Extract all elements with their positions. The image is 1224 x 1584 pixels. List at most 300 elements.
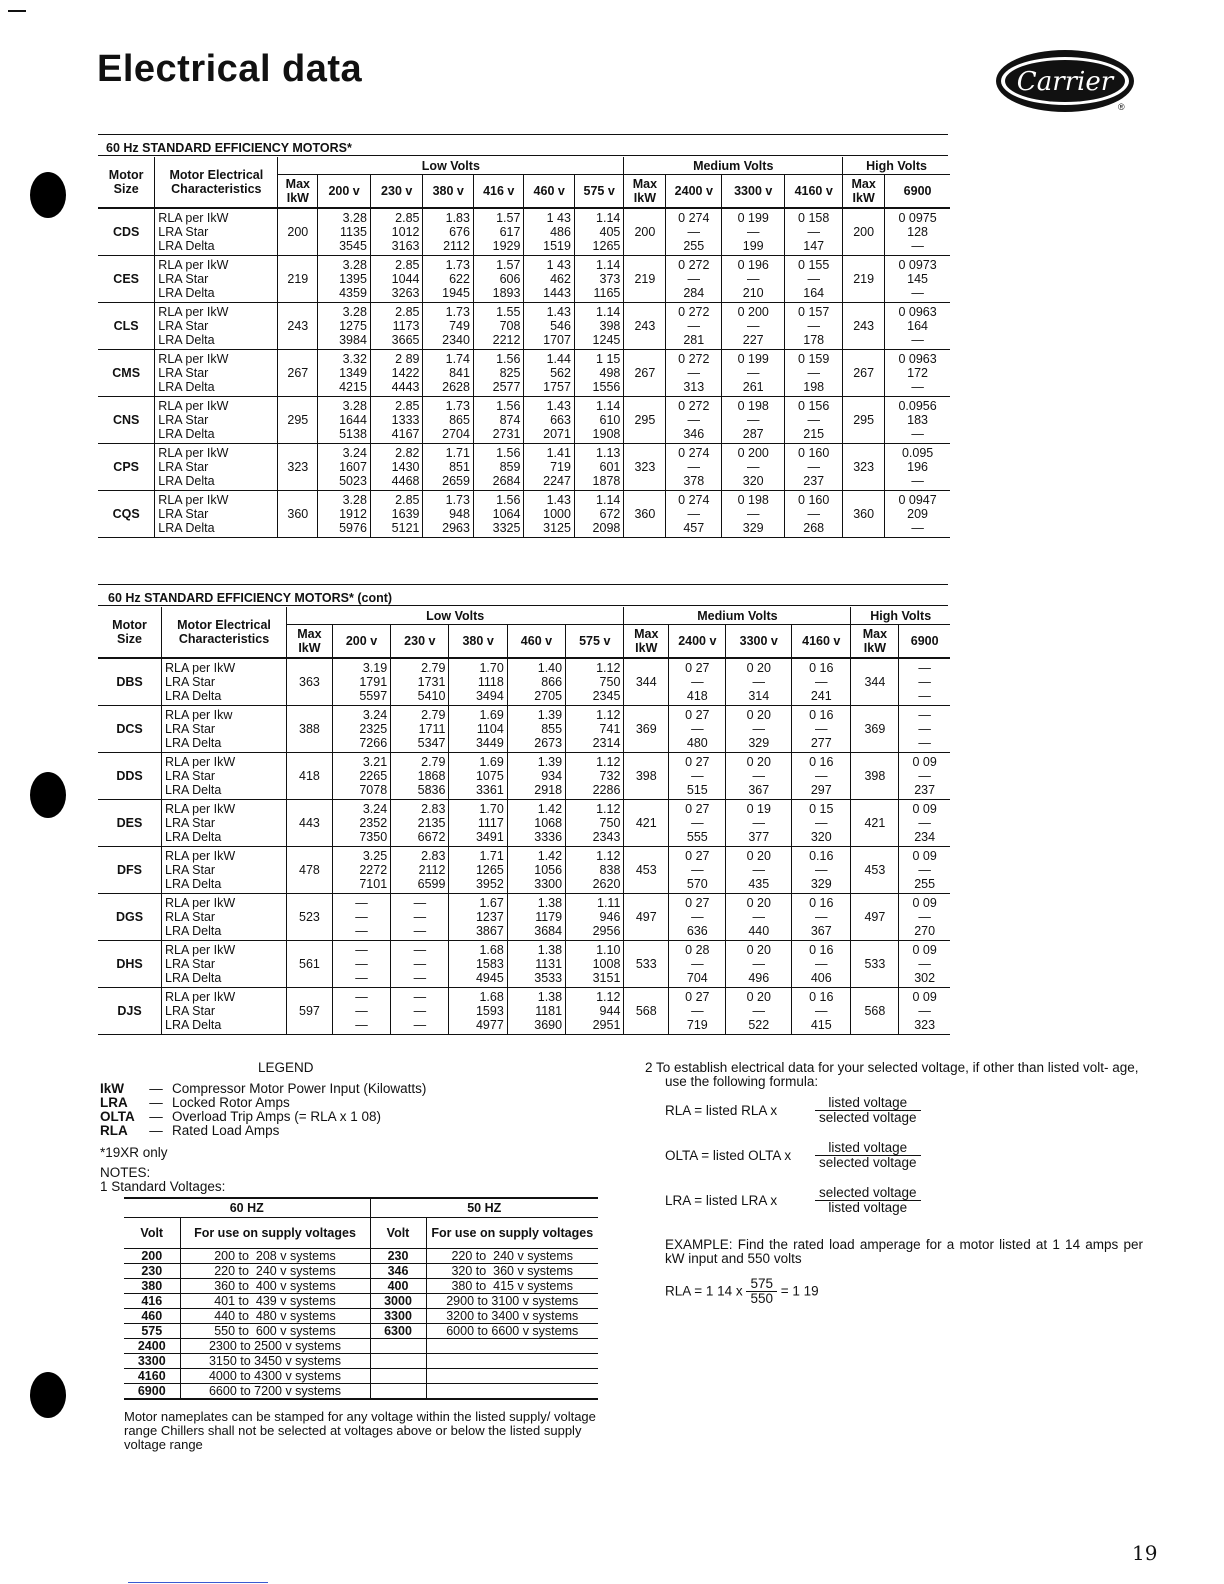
cell-value: 2628 bbox=[442, 379, 470, 394]
low-volt-cell bbox=[318, 443, 371, 490]
characteristic-label: LRA Delta bbox=[158, 238, 215, 253]
low-volt-cell bbox=[574, 490, 623, 537]
cell-value: 1.12 bbox=[596, 848, 621, 863]
cell-value: 302 bbox=[914, 970, 936, 985]
cell-value: 1008 bbox=[592, 956, 621, 971]
use-60: 2300 to 2500 v systems bbox=[180, 1339, 370, 1354]
cell-value: — bbox=[752, 815, 766, 830]
cell-value: — bbox=[691, 768, 704, 783]
cell-value: 1.67 bbox=[479, 895, 504, 910]
cell-value: — bbox=[691, 956, 704, 971]
max-ikw-medium: 497 bbox=[624, 893, 669, 940]
characteristic-label: RLA per IkW bbox=[165, 989, 236, 1004]
medium-volt-cell bbox=[722, 396, 785, 443]
low-volt-cell bbox=[391, 658, 449, 705]
cell-value: 2098 bbox=[592, 520, 621, 535]
high-volt-cell bbox=[899, 799, 950, 846]
medium-volt-cell bbox=[785, 302, 843, 349]
table-row bbox=[124, 1384, 598, 1400]
table1-container bbox=[98, 157, 950, 538]
characteristic-label: LRA Delta bbox=[158, 520, 215, 535]
cell-value: — bbox=[687, 459, 701, 474]
characteristic-label: RLA per IkW bbox=[158, 398, 229, 413]
cell-value: 1583 bbox=[475, 956, 504, 971]
max-ikw-high: 295 bbox=[843, 396, 885, 443]
characteristic-label: RLA per IkW bbox=[165, 895, 236, 910]
motor-size: CLS bbox=[98, 302, 155, 349]
low-volt-cell bbox=[423, 490, 473, 537]
cell-value: 1878 bbox=[592, 473, 621, 488]
cell-value: 3684 bbox=[534, 923, 563, 938]
cell-value: 1868 bbox=[417, 768, 446, 783]
cell-value: 329 bbox=[810, 876, 832, 891]
cell-value: 0 16 bbox=[809, 895, 834, 910]
table2-container bbox=[98, 607, 950, 1035]
cell-value: 0 20 bbox=[746, 754, 771, 769]
motor-size: CQS bbox=[98, 490, 155, 537]
cell-value: 261 bbox=[742, 379, 764, 394]
cell-value: 676 bbox=[449, 224, 470, 239]
low-volt-cell bbox=[423, 349, 473, 396]
cell-value: 1275 bbox=[339, 318, 367, 333]
cell-value: 0 156 bbox=[798, 398, 830, 413]
cell-value: 378 bbox=[683, 473, 705, 488]
cell-value: 480 bbox=[686, 735, 708, 750]
cell-value: 1711 bbox=[418, 721, 446, 736]
cell-value: 1757 bbox=[543, 379, 571, 394]
cell-value: 5023 bbox=[339, 473, 367, 488]
low-volt-cell bbox=[332, 752, 390, 799]
legend-text: Compressor Motor Power Input (Kilowatts) bbox=[172, 1081, 427, 1096]
low-volt-cell bbox=[473, 302, 523, 349]
binder-hole bbox=[30, 772, 66, 818]
cell-value: 1430 bbox=[391, 459, 420, 474]
cell-value: 457 bbox=[683, 520, 705, 535]
low-volt-cell bbox=[370, 396, 423, 443]
low-volt-cell bbox=[391, 799, 449, 846]
cell-value: 3361 bbox=[475, 782, 504, 797]
cell-value: 1.14 bbox=[596, 398, 621, 413]
cell-value: 1.83 bbox=[445, 210, 470, 225]
cell-value: — bbox=[355, 923, 368, 938]
cell-value: 329 bbox=[748, 735, 770, 750]
characteristic-label: LRA Star bbox=[165, 1003, 216, 1018]
table-row bbox=[98, 255, 950, 302]
low-volt-cell bbox=[473, 349, 523, 396]
cell-value: 164 bbox=[907, 318, 929, 333]
cell-value: 496 bbox=[748, 970, 770, 985]
example-denominator: 550 bbox=[750, 1291, 773, 1306]
low-volt-cell bbox=[318, 208, 371, 255]
table-row bbox=[98, 349, 950, 396]
cell-value: 515 bbox=[686, 782, 708, 797]
legend bbox=[100, 1061, 620, 1194]
cell-value: 555 bbox=[686, 829, 708, 844]
low-volt-cell bbox=[332, 846, 390, 893]
cell-value: 215 bbox=[803, 426, 825, 441]
medium-volt-cell bbox=[726, 705, 792, 752]
cell-value: 0 27 bbox=[685, 895, 710, 910]
low-volt-cell bbox=[473, 396, 523, 443]
bottom-link-rule bbox=[128, 1582, 268, 1583]
col-volt: Volt bbox=[124, 1218, 180, 1249]
cell-value: 1.56 bbox=[496, 492, 521, 507]
low-volt-cell bbox=[423, 302, 473, 349]
volt-50: 346 bbox=[370, 1264, 426, 1279]
notes-heading: NOTES: bbox=[100, 1165, 151, 1180]
cell-value: 0 20 bbox=[746, 895, 771, 910]
max-ikw-high: 421 bbox=[851, 799, 899, 846]
low-volt-cell bbox=[318, 302, 371, 349]
volt-60: 416 bbox=[124, 1294, 180, 1309]
low-volt-cell bbox=[524, 255, 574, 302]
medium-volt-cell bbox=[666, 396, 722, 443]
max-ikw-low: 523 bbox=[287, 893, 333, 940]
cell-value: 719 bbox=[550, 459, 571, 474]
cell-value: 2272 bbox=[359, 862, 388, 877]
cell-value: — bbox=[752, 909, 766, 924]
cell-value: 2963 bbox=[442, 520, 470, 535]
volt-60: 6900 bbox=[124, 1384, 180, 1400]
cell-value: 2704 bbox=[442, 426, 470, 441]
table-row bbox=[98, 987, 950, 1034]
medium-volt-cell bbox=[666, 255, 722, 302]
cell-value: 1.38 bbox=[537, 989, 563, 1004]
cell-value: 1.73 bbox=[445, 398, 470, 413]
motor-size: CDS bbox=[98, 208, 155, 255]
low-volt-cell bbox=[391, 987, 449, 1034]
medium-volt-cell bbox=[722, 443, 785, 490]
low-volt-cell bbox=[332, 658, 390, 705]
medium-volt-cell bbox=[792, 658, 851, 705]
low-volt-cell bbox=[391, 893, 449, 940]
cell-value: 5347 bbox=[417, 735, 446, 750]
cell-value: 1118 bbox=[477, 674, 504, 689]
cell-value: 2.85 bbox=[395, 398, 420, 413]
motor-characteristics bbox=[155, 490, 278, 537]
cell-value: 1.14 bbox=[596, 210, 621, 225]
cell-value: — bbox=[691, 815, 704, 830]
low-volt-cell bbox=[574, 208, 623, 255]
table2-title: 60 Hz STANDARD EFFICIENCY MOTORS* (cont) bbox=[108, 591, 393, 605]
formula-rla-numerator: listed voltage bbox=[815, 1096, 921, 1111]
legend-item bbox=[100, 1096, 620, 1110]
cell-value: 3533 bbox=[534, 970, 563, 985]
group-high-volts: High Volts bbox=[843, 157, 950, 175]
cell-value: — bbox=[918, 707, 931, 722]
max-ikw-high: 344 bbox=[851, 658, 899, 705]
low-volt-cell bbox=[370, 349, 423, 396]
characteristic-label: LRA Delta bbox=[158, 473, 215, 488]
characteristic-label: LRA Delta bbox=[165, 970, 222, 985]
cell-value: 0 157 bbox=[798, 304, 830, 319]
low-volt-cell bbox=[473, 490, 523, 537]
cell-value: — bbox=[413, 895, 427, 910]
motor-characteristics bbox=[155, 255, 278, 302]
legend-abbr: IkW bbox=[100, 1081, 125, 1096]
cell-value: 1 43 bbox=[546, 210, 571, 225]
cell-value: — bbox=[815, 721, 828, 736]
cell-value: 4167 bbox=[391, 426, 420, 441]
cell-value: 329 bbox=[742, 520, 764, 535]
cell-value: 1912 bbox=[339, 506, 367, 521]
cell-value: 196 bbox=[907, 459, 929, 474]
max-ikw-low: 295 bbox=[278, 396, 318, 443]
volt-50: 6300 bbox=[370, 1324, 426, 1339]
max-ikw-low: 200 bbox=[278, 208, 318, 255]
col-medium-0: 2400 v bbox=[666, 175, 722, 209]
characteristic-label: LRA Star bbox=[158, 506, 209, 521]
cell-value: 1012 bbox=[391, 224, 420, 239]
col-medium-2: 4160 v bbox=[792, 625, 851, 659]
characteristic-label: RLA per IkW bbox=[165, 660, 236, 675]
nameplate-note: Motor nameplates can be stamped for any voltage within the listed supply/ voltage range Chillers shall not be selected at voltages above or below the listed supply voltage range bbox=[124, 1409, 596, 1452]
max-ikw-high: 453 bbox=[851, 846, 899, 893]
max-ikw-medium: 421 bbox=[624, 799, 669, 846]
cell-value: 1.40 bbox=[537, 660, 563, 675]
cell-value: 440 bbox=[748, 923, 770, 938]
col-low-2: 380 v bbox=[423, 175, 473, 209]
cell-value: 0 09 bbox=[912, 754, 937, 769]
cell-value: 255 bbox=[683, 238, 705, 253]
example-text: EXAMPLE: Find the rated load amperage for a motor listed at 1 14 amps per kW input and 550 volts bbox=[665, 1237, 1143, 1266]
cell-value: 1.68 bbox=[479, 942, 504, 957]
col-low-0: 200 v bbox=[318, 175, 371, 209]
table-row bbox=[124, 1369, 598, 1384]
cell-value: 617 bbox=[499, 224, 521, 239]
cell-value: 3151 bbox=[592, 970, 621, 985]
low-volt-cell bbox=[507, 987, 565, 1034]
cell-value: 0 272 bbox=[678, 398, 710, 413]
cell-value: 1.14 bbox=[596, 257, 621, 272]
formula-rla-denominator: selected voltage bbox=[819, 1110, 917, 1125]
cell-value: 268 bbox=[803, 520, 825, 535]
cell-value: 418 bbox=[686, 688, 708, 703]
low-volt-cell bbox=[318, 349, 371, 396]
col-max-ikw-low: Max IkW bbox=[287, 625, 333, 659]
table1-title: 60 Hz STANDARD EFFICIENCY MOTORS* bbox=[106, 141, 352, 155]
medium-volt-cell bbox=[669, 752, 726, 799]
cell-value: 0 16 bbox=[809, 754, 834, 769]
cell-value: 462 bbox=[550, 271, 571, 286]
high-volt-cell bbox=[885, 443, 950, 490]
cell-value: 825 bbox=[499, 365, 521, 380]
cell-value: 2.85 bbox=[395, 210, 420, 225]
max-ikw-low: 388 bbox=[287, 705, 333, 752]
max-ikw-medium: 398 bbox=[624, 752, 669, 799]
cell-value: 2684 bbox=[492, 473, 521, 488]
cell-value: — bbox=[752, 768, 766, 783]
motor-characteristics bbox=[162, 940, 287, 987]
low-volt-cell bbox=[391, 705, 449, 752]
cell-value: 1.39 bbox=[537, 707, 563, 722]
cell-value: 1.11 bbox=[597, 895, 621, 910]
max-ikw-high: 398 bbox=[851, 752, 899, 799]
characteristic-label: RLA per IkW bbox=[158, 492, 229, 507]
cell-value: 1.57 bbox=[496, 210, 521, 225]
cell-value: 2951 bbox=[592, 1017, 621, 1032]
binder-hole bbox=[30, 1372, 66, 1418]
cell-value: — bbox=[918, 768, 931, 783]
high-volt-cell bbox=[899, 987, 950, 1034]
max-ikw-low: 323 bbox=[278, 443, 318, 490]
medium-volt-cell bbox=[792, 752, 851, 799]
cell-value: 1644 bbox=[339, 412, 367, 427]
cell-value: — bbox=[911, 379, 924, 394]
medium-volt-cell bbox=[785, 349, 843, 396]
low-volt-cell bbox=[370, 255, 423, 302]
cell-value: — bbox=[815, 1003, 828, 1018]
high-volt-cell bbox=[899, 940, 950, 987]
motor-characteristics bbox=[155, 443, 278, 490]
cell-value: 1.69 bbox=[479, 707, 504, 722]
low-volt-cell bbox=[574, 349, 623, 396]
cell-value: 1349 bbox=[339, 365, 367, 380]
max-ikw-high: 360 bbox=[843, 490, 885, 537]
cell-value: 1.74 bbox=[445, 351, 470, 366]
col-volt: Volt bbox=[370, 1218, 426, 1249]
cell-value: 3.28 bbox=[342, 492, 367, 507]
use-50: 380 to 415 v systems bbox=[426, 1279, 598, 1294]
medium-volt-cell bbox=[666, 349, 722, 396]
volt-50: 3000 bbox=[370, 1294, 426, 1309]
cell-value: 3.19 bbox=[362, 660, 388, 675]
volt-50: 400 bbox=[370, 1279, 426, 1294]
low-volt-cell bbox=[507, 846, 565, 893]
characteristic-label: LRA Star bbox=[165, 721, 216, 736]
low-volt-cell bbox=[507, 752, 565, 799]
cell-value: — bbox=[687, 224, 701, 239]
cell-value: 2659 bbox=[442, 473, 470, 488]
cell-value: — bbox=[355, 942, 368, 957]
volt-60: 380 bbox=[124, 1279, 180, 1294]
medium-volt-cell bbox=[785, 208, 843, 255]
cell-value: — bbox=[752, 956, 766, 971]
cell-value: 346 bbox=[683, 426, 705, 441]
max-ikw-low: 360 bbox=[278, 490, 318, 537]
use-60: 550 to 600 v systems bbox=[180, 1324, 370, 1339]
cell-value: — bbox=[413, 989, 427, 1004]
characteristic-label: RLA per IkW bbox=[158, 210, 229, 225]
table-row bbox=[124, 1324, 598, 1339]
motor-size: CNS bbox=[98, 396, 155, 443]
cell-value: 128 bbox=[907, 224, 929, 239]
low-volt-cell bbox=[332, 893, 390, 940]
footnote: *19XR only bbox=[100, 1145, 168, 1160]
cell-value: — bbox=[807, 365, 820, 380]
cell-value: — bbox=[815, 956, 828, 971]
cell-value: 2577 bbox=[492, 379, 521, 394]
medium-volt-cell bbox=[722, 349, 785, 396]
cell-value: — bbox=[691, 909, 704, 924]
motor-size: CPS bbox=[98, 443, 155, 490]
volt-60: 4160 bbox=[124, 1369, 180, 1384]
cell-value: 0 198 bbox=[737, 492, 769, 507]
legend-abbr: RLA bbox=[100, 1123, 128, 1138]
table-row bbox=[98, 752, 950, 799]
characteristic-label: LRA Star bbox=[165, 862, 216, 877]
use-50: 3200 to 3400 v systems bbox=[426, 1309, 598, 1324]
motor-size: DJS bbox=[98, 987, 162, 1034]
cell-value: 0 199 bbox=[737, 210, 769, 225]
characteristic-label: LRA Delta bbox=[165, 923, 222, 938]
use-60: 3150 to 3450 v systems bbox=[180, 1354, 370, 1369]
cell-value: 486 bbox=[550, 224, 571, 239]
cell-value: 1945 bbox=[442, 285, 470, 300]
low-volt-cell bbox=[524, 490, 574, 537]
medium-volt-cell bbox=[792, 846, 851, 893]
characteristic-label: LRA Delta bbox=[165, 782, 222, 797]
cell-value: 750 bbox=[599, 815, 621, 830]
cell-value: 1056 bbox=[534, 862, 563, 877]
volt-50: 3300 bbox=[370, 1309, 426, 1324]
cell-value: 3.32 bbox=[342, 351, 367, 366]
note-2-text: 2 To establish electrical data for your selected voltage, if other than listed volt- age, use the following formula: bbox=[645, 1060, 1139, 1089]
table-row bbox=[98, 940, 950, 987]
cell-value: 0 0975 bbox=[898, 210, 937, 225]
low-volt-cell bbox=[423, 255, 473, 302]
cell-value: 2212 bbox=[492, 332, 521, 347]
cell-value: 3.25 bbox=[362, 848, 388, 863]
cell-value: 0 20 bbox=[746, 989, 771, 1004]
medium-volt-cell bbox=[669, 846, 726, 893]
col-max-ikw-medium: Max IkW bbox=[624, 625, 669, 659]
note-1: 1 Standard Voltages: bbox=[100, 1179, 226, 1194]
col-high-0: 6900 bbox=[899, 625, 950, 659]
low-volt-cell bbox=[507, 705, 565, 752]
cell-value: 2956 bbox=[592, 923, 621, 938]
cell-value: — bbox=[807, 224, 820, 239]
cell-value: 522 bbox=[748, 1017, 770, 1032]
low-volt-cell bbox=[391, 846, 449, 893]
use-50: 220 to 240 v systems bbox=[426, 1249, 598, 1264]
cell-value: — bbox=[746, 271, 760, 286]
cell-value: 570 bbox=[686, 876, 708, 891]
cell-value: 2.85 bbox=[395, 304, 420, 319]
cell-value: 1.56 bbox=[496, 398, 521, 413]
cell-value: — bbox=[807, 412, 820, 427]
col-medium-2: 4160 v bbox=[785, 175, 843, 209]
cell-value: 874 bbox=[499, 412, 521, 427]
cell-value: 2.79 bbox=[421, 754, 446, 769]
cell-value: — bbox=[807, 506, 820, 521]
cell-value: — bbox=[918, 1003, 931, 1018]
cell-value: 841 bbox=[449, 365, 470, 380]
characteristic-label: RLA per IkW bbox=[158, 445, 229, 460]
cell-value: 164 bbox=[803, 285, 825, 300]
col-motor-size: Motor Size bbox=[98, 607, 162, 658]
low-volt-cell bbox=[566, 893, 624, 940]
cell-value: 281 bbox=[683, 332, 705, 347]
cell-value: 1593 bbox=[475, 1003, 504, 1018]
motor-size: DGS bbox=[98, 893, 162, 940]
formula-olta-numerator: listed voltage bbox=[815, 1141, 921, 1156]
cell-value: 199 bbox=[742, 238, 764, 253]
table-row bbox=[98, 302, 950, 349]
cell-value: 435 bbox=[748, 876, 770, 891]
cell-value: 1.57 bbox=[496, 257, 521, 272]
low-volt-cell bbox=[473, 255, 523, 302]
medium-volt-cell bbox=[669, 705, 726, 752]
cell-value: 4359 bbox=[339, 285, 367, 300]
cell-value: 1237 bbox=[475, 909, 504, 924]
cell-value: — bbox=[911, 238, 924, 253]
medium-volt-cell bbox=[792, 705, 851, 752]
cell-value: — bbox=[918, 815, 931, 830]
characteristic-label: LRA Delta bbox=[158, 332, 215, 347]
use-50: 6000 to 6600 v systems bbox=[426, 1324, 598, 1339]
cell-value: 1 43 bbox=[546, 257, 571, 272]
